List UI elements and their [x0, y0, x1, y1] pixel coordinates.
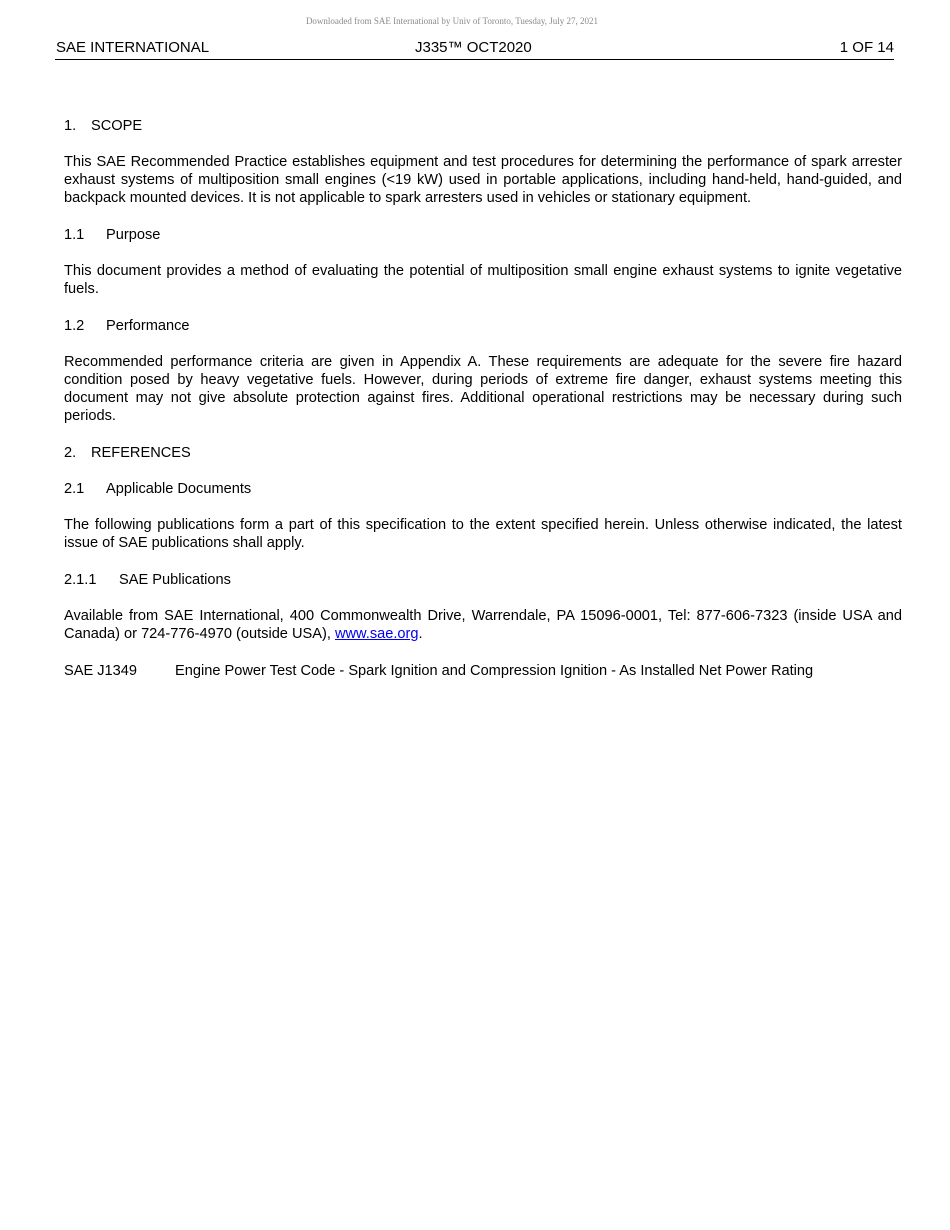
- applicable-documents-paragraph: The following publications form a part of this specification to the extent specified herein. Unless otherwise indicated, the latest issue of SAE publications shall apply.: [64, 517, 902, 551]
- section-number: 1.1: [64, 227, 85, 243]
- section-title: SAE Publications: [119, 572, 231, 588]
- section-number: 2.1: [64, 481, 85, 497]
- performance-paragraph: Recommended performance criteria are given in Appendix A. These requirements are adequate for the severe fire hazard condition posed by heavy vegetative fuels. However, during periods of extreme fire danger, exhaust systems meeting this document may not give absolute protection against fires. Additional operational restrictions may be necessary during such periods.: [64, 354, 902, 424]
- download-watermark: Downloaded from SAE International by Univ of Toronto, Tuesday, July 27, 2021: [305, 16, 599, 26]
- purpose-paragraph: This document provides a method of evaluating the potential of multiposition small engine exhaust systems to ignite vegetative fuels.: [64, 263, 902, 297]
- reference-code: SAE J1349: [64, 663, 138, 679]
- section-title: Purpose: [106, 227, 161, 243]
- section-title: Performance: [106, 318, 190, 334]
- section-title: REFERENCES: [91, 445, 191, 461]
- section-heading-scope: [64, 117, 902, 135]
- section-heading-performance: [64, 317, 902, 335]
- section-number: 2.: [64, 445, 77, 461]
- section-heading-sae-publications: [64, 571, 902, 589]
- section-number: 1.2: [64, 318, 85, 334]
- sae-publications-paragraph: [64, 607, 902, 643]
- section-title: SCOPE: [91, 118, 143, 134]
- reference-title: Engine Power Test Code - Spark Ignition and Compression Ignition - As Installed Net Power Rating: [175, 663, 814, 679]
- availability-text-end: .: [418, 626, 423, 642]
- reference-entry: [64, 662, 902, 680]
- availability-text: Available from SAE International, 400 Commonwealth Drive, Warrendale, PA 15096-0001, Tel: 877-606-7323 (inside USA and Canada) or 724-776-4970 (outside USA),: [64, 608, 902, 642]
- document-body: [64, 117, 902, 680]
- sae-website-link[interactable]: www.sae.org: [334, 626, 419, 642]
- header-page-number: 1 OF 14: [839, 39, 894, 56]
- scope-paragraph: This SAE Recommended Practice establishes equipment and test procedures for determining the performance of spark arrester exhaust systems of multiposition small engines (<19 kW) used in portable applications, including hand-held, hand-guided, and backpack mounted devices. It is not applicable to spark arresters used in vehicles or stationary equipment.: [64, 154, 902, 206]
- section-number: 2.1.1: [64, 572, 97, 588]
- section-heading-applicable-documents: [64, 480, 902, 498]
- header-document-id: J335™ OCT2020: [415, 39, 532, 56]
- section-title: Applicable Documents: [106, 481, 252, 497]
- section-heading-purpose: [64, 226, 902, 244]
- header-publisher: SAE INTERNATIONAL: [56, 39, 210, 56]
- section-number: 1.: [64, 118, 77, 134]
- page-header: [55, 38, 894, 60]
- section-heading-references: [64, 444, 902, 462]
